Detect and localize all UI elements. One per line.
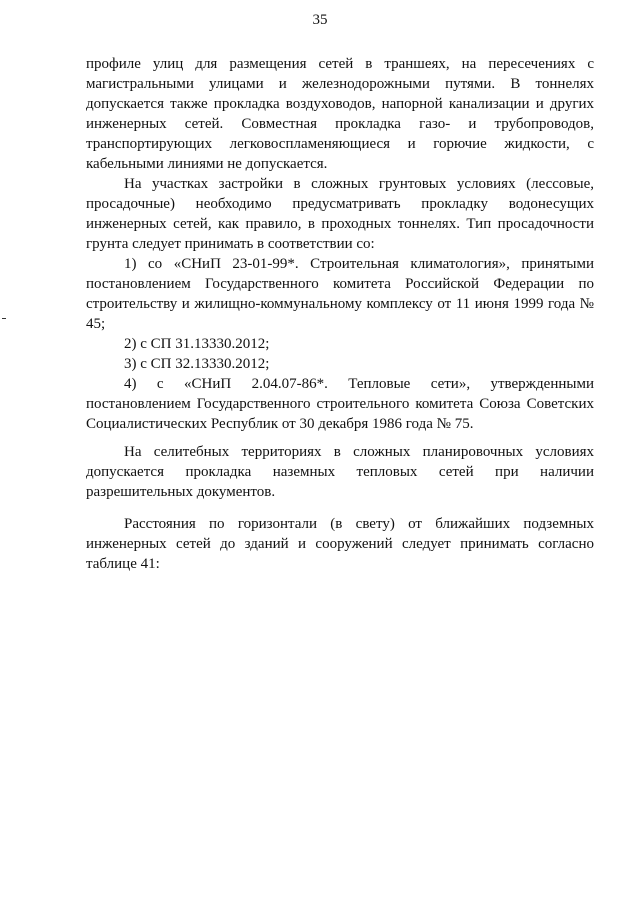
paragraph-tunnels: профиле улиц для размещения сетей в траншеях, на пересечениях с магистральными улицами и железнодорожными путями. В тоннелях допускается также прокладка воздуховодов, напорной канализации и других инженерных сетей. Совместная прокладка газо- и трубопроводов, транспортирующих легковоспламеняющиеся и горючие жидкости, с кабельными линиями не допускается.: [86, 56, 594, 172]
paragraph-soil-conditions: На участках застройки в сложных грунтовых условиях (лессовые, просадочные) необходимо предусматривать прокладку водонесущих инженерных сетей, как правило, в проходных тоннелях. Тип просадочности грунта следует принимать в соответствии со:: [86, 176, 594, 252]
document-body: [86, 54, 594, 574]
page-number: 35: [312, 12, 328, 28]
list-item-sp-31: 2) с СП 31.13330.2012;: [124, 336, 270, 352]
list-item-snip-2-04-07-86: 4) с «СНиП 2.04.07-86*. Тепловые сети», утвержденными постановлением Государственного строительного комитета Союза Советских Социалистических Республик от 30 декабря 1986 года № 75.: [86, 376, 594, 432]
paragraph-horizontal-distances: Расстояния по горизонтали (в свету) от ближайших подземных инженерных сетей до зданий и сооружений следует принимать согласно таблице 41:: [86, 516, 594, 572]
margin-mark: [2, 318, 6, 319]
paragraph-residential-areas: На селитебных территориях в сложных планировочных условиях допускается прокладка наземных тепловых сетей при наличии разрешительных документов.: [86, 444, 594, 500]
list-item-snip-23-01-99: 1) со «СНиП 23-01-99*. Строительная климатология», принятыми постановлением Государственного комитета Российской Федерации по строительству и жилищно-коммунальному комплексу от 11 июня 1999 года № 45;: [86, 256, 594, 332]
list-item-sp-32: 3) с СП 32.13330.2012;: [124, 356, 270, 372]
